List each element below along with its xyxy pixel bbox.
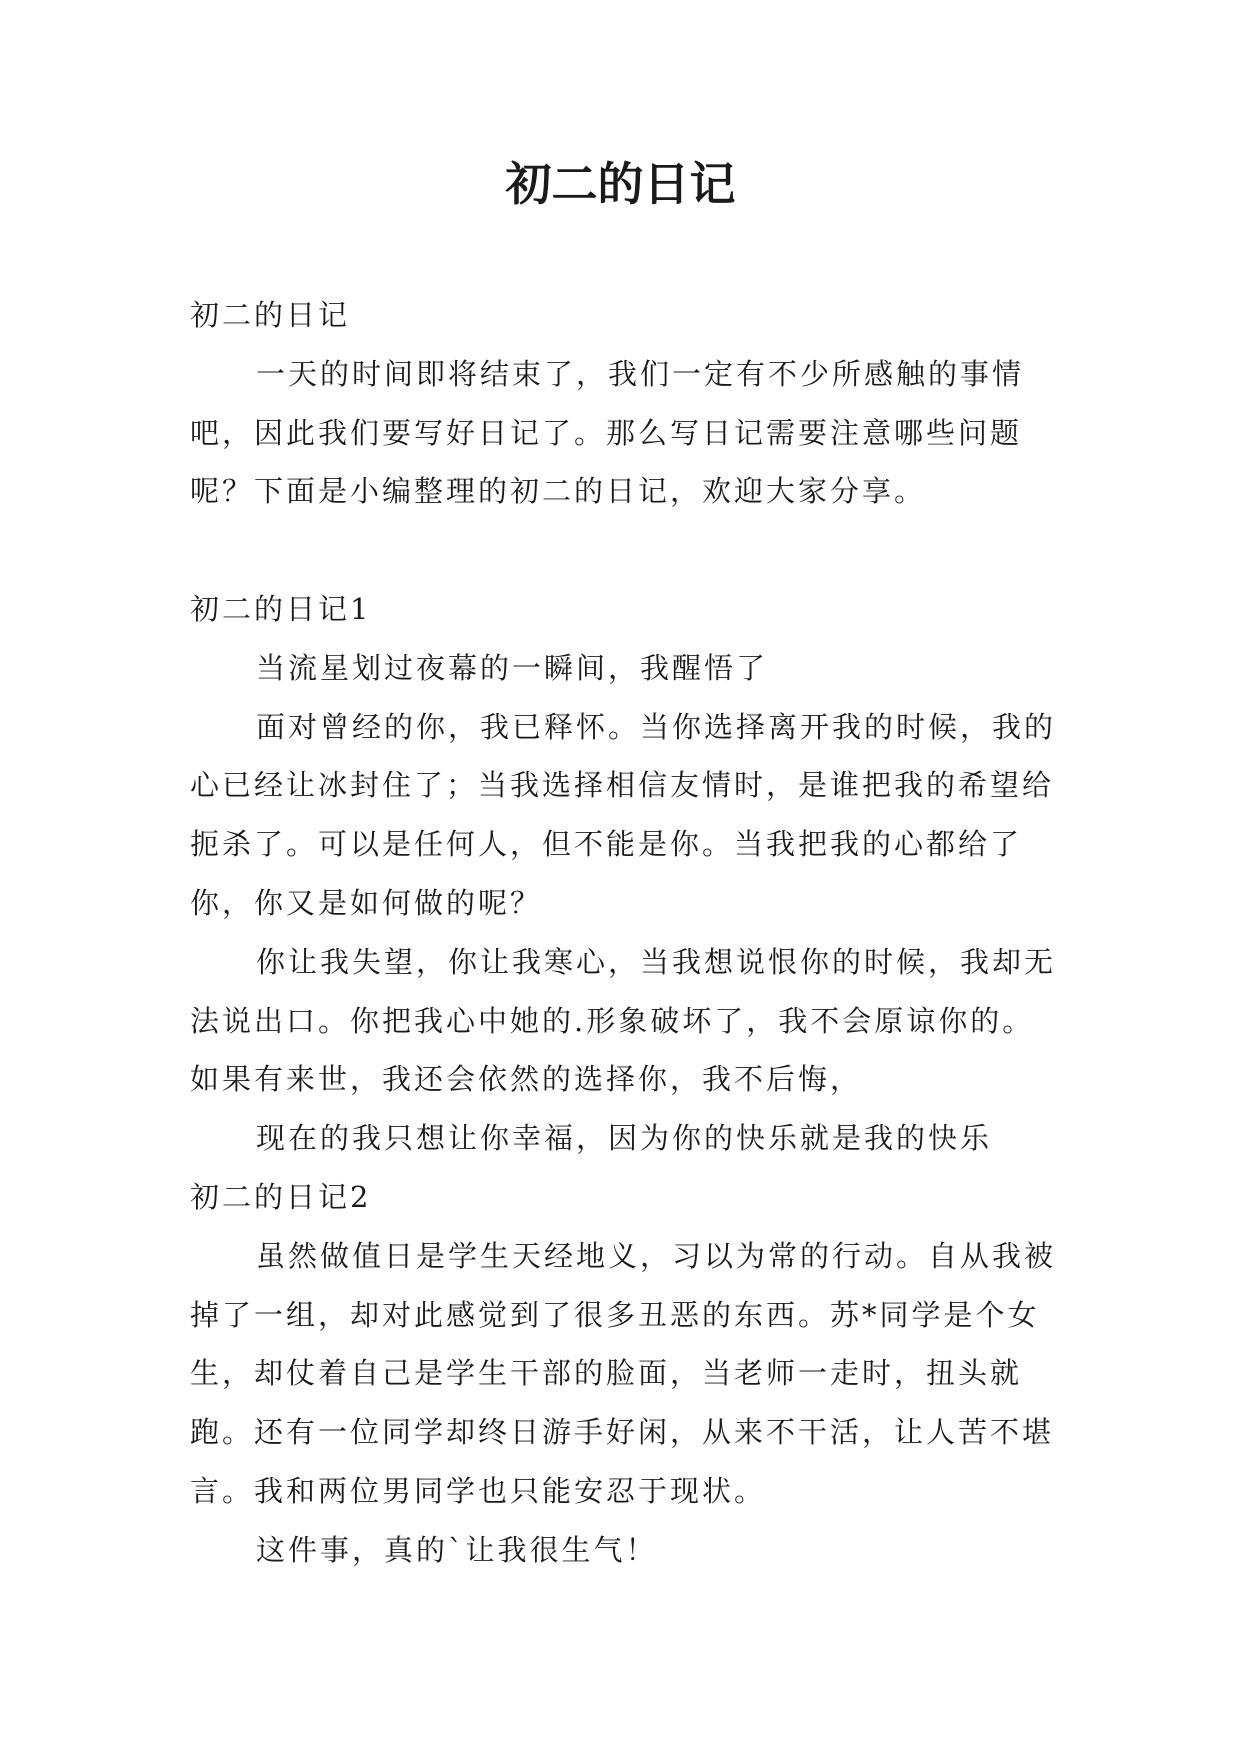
section-1-paragraph-4: 现在的我只想让你幸福，因为你的快乐就是我的快乐: [256, 1121, 993, 1156]
section-1-paragraph-2: 面对曾经的你，我已释怀。当你选择离开我的时候，我的心已经让冰封住了；当我选择相信友情时，是谁把我的希望给扼杀了。可以是任何人，但不能是你。当我把我的心都给了你，你又是如何做的呢？: [190, 709, 1057, 920]
document-body: [190, 286, 1056, 1580]
intro-heading: 初二的日记: [190, 298, 351, 332]
section-heading-1: 初二的日记1: [190, 591, 372, 626]
section-2-paragraph-1: 虽然做值日是学生天经地义，习以为常的行动。自从我被掉了一组，却对此感觉到了很多丑恶的东西。苏*同学是个女生，却仗着自己是学生干部的脸面，当老师一走时，扭头就跑。还有一位同学却终日游手好闲，从来不干活，让人苦不堪言。我和两位男同学也只能安忍于现状。: [190, 1238, 1057, 1508]
section-1-paragraph-1: 当流星划过夜幕的一瞬间，我醒悟了: [256, 650, 769, 685]
document-title: 初二的日记: [505, 157, 736, 211]
section-heading-2: 初二的日记2: [190, 1179, 372, 1214]
intro-paragraph: 一天的时间即将结束了，我们一定有不少所感触的事情吧，因此我们要写好日记了。那么写日记需要注意哪些问题呢？下面是小编整理的初二的日记，欢迎大家分享。: [190, 356, 1025, 509]
section-1-paragraph-3: 你让我失望，你让我寒心，当我想说恨你的时候，我却无法说出口。你把我心中她的.形象破坏了，我不会原谅你的。如果有来世，我还会依然的选择你，我不后悔，: [190, 944, 1057, 1097]
section-2-paragraph-2: 这件事，真的`让我很生气！: [256, 1532, 658, 1567]
